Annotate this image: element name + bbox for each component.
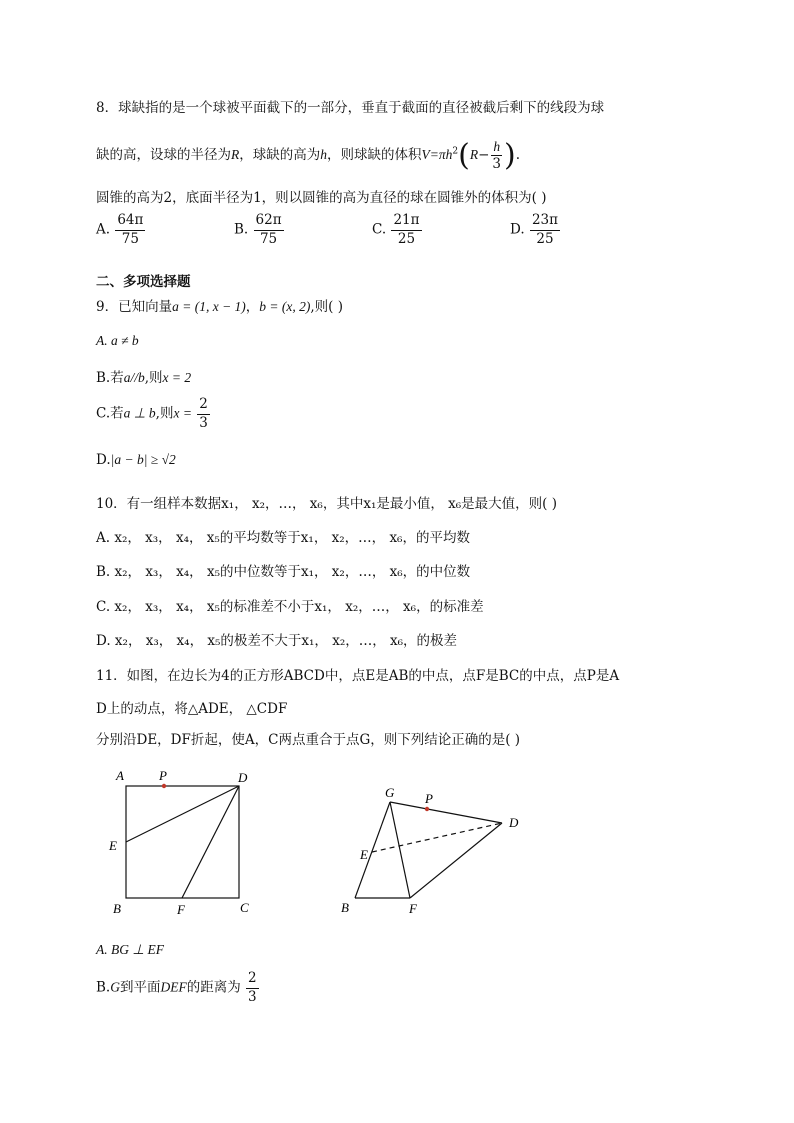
edge-fd xyxy=(410,823,502,898)
q8-option-a-num: 64π xyxy=(115,214,145,231)
label-b: B xyxy=(113,901,121,916)
q11-option-a-text: A. BG ⊥ EF xyxy=(96,942,164,957)
q8-option-c-label: C. xyxy=(372,221,387,238)
q9-b-def: b = (x, 2) xyxy=(259,299,311,314)
q8-formula-prefix: V=πh xyxy=(421,147,453,162)
q9-stem-post: ,则( ) xyxy=(310,299,344,315)
q9-stem-pre: 9．已知向量 xyxy=(96,299,173,315)
label-d: D xyxy=(238,770,248,785)
q9-option-c-eq: x = xyxy=(173,405,192,421)
edge-gf xyxy=(390,802,410,898)
q9-option-c xyxy=(96,398,211,430)
q9-option-d xyxy=(96,452,176,468)
q11-option-b-den: 3 xyxy=(248,988,257,1005)
q8-line2-mid1: ，球缺的高为 xyxy=(239,147,321,163)
q8-option-a xyxy=(96,214,146,246)
label-a: A xyxy=(116,768,124,783)
q8-line3: 圆锥的高为2，底面半径为1，则以圆锥的高为直径的球在圆锥外的体积为( ) xyxy=(96,190,547,206)
q8-option-b-label: B. xyxy=(234,221,249,238)
q8-line2-mid2: ，则球缺的体积 xyxy=(327,147,422,163)
q9-stem xyxy=(96,295,343,315)
label-c: C xyxy=(240,900,249,915)
label-b-2: B xyxy=(341,900,349,915)
q9-option-c-math: a ⊥ b xyxy=(123,405,156,421)
q11-figure-square xyxy=(105,766,265,918)
q9-a-def: a = (1, x − 1) xyxy=(172,299,246,314)
q8-option-b-num: 62π xyxy=(254,214,284,231)
q11-figure-tetrahedron xyxy=(335,780,535,920)
q8-frac-num: h xyxy=(491,140,502,157)
q11-option-b-post: 的距离为 xyxy=(186,979,241,996)
q8-line2-pre: 缺的高，设球的半径为 xyxy=(96,147,231,163)
q11-line3: 分别沿DE，DF折起，使A，C两点重合于点G，则下列结论正确的是( ) xyxy=(96,732,521,748)
q8-line1: 8．球缺指的是一个球被平面截下的一部分，垂直于截面的直径被截后剩下的线段为球 xyxy=(96,100,605,116)
q10-option-a: A. x₂， x₃， x₄， x₅的平均数等于x₁， x₂，…， x₆，的平均数 xyxy=(96,530,470,546)
q9-option-c-num: 2 xyxy=(197,398,210,415)
q8-option-d-label: D. xyxy=(510,221,525,238)
edge-ed-hidden xyxy=(372,823,502,852)
label-e-2: E xyxy=(360,847,368,862)
q11-option-b-mid: 到平面 xyxy=(119,979,161,996)
label-f-2: F xyxy=(409,901,417,916)
square-abcd xyxy=(126,786,239,898)
q11-option-b-g: G xyxy=(110,979,120,995)
q8-paren-right: ) xyxy=(503,138,516,173)
q9-sep: ， xyxy=(245,299,260,315)
q8-option-b-den: 75 xyxy=(259,230,278,247)
q11-option-a xyxy=(96,942,164,958)
label-d-2: D xyxy=(509,815,519,830)
q8-option-c xyxy=(372,214,423,246)
q9-option-c-post: ,则 xyxy=(155,405,174,422)
q10-stem: 10．有一组样本数据x₁， x₂，…， x₆，其中x₁是最小值， x₆是最大值，则( ) xyxy=(96,496,558,512)
q9-option-a: A. a ≠ b xyxy=(96,333,139,348)
q9-option-d-pre: D. xyxy=(96,452,111,468)
q8-option-b xyxy=(234,214,285,246)
section-title-multi-choice: 二、多项选择题 xyxy=(96,274,191,290)
q8-option-a-den: 75 xyxy=(121,230,139,247)
q11-option-b-def: DEF xyxy=(160,979,187,995)
label-g: G xyxy=(385,785,395,800)
q8-option-d xyxy=(510,214,561,246)
q8-option-d-num: 23π xyxy=(530,214,560,231)
q8-var-R: R xyxy=(231,147,240,162)
q9-option-b-post: ,则 xyxy=(144,370,163,386)
q9-option-c-den: 3 xyxy=(199,414,208,431)
label-p: P xyxy=(159,768,167,783)
q8-formula-frac xyxy=(490,140,503,172)
q9-option-b-pre: B.若 xyxy=(96,370,124,386)
q8-option-a-label: A. xyxy=(96,221,111,238)
q10-option-d: D. x₂， x₃， x₄， x₅的极差不大于x₁， x₂，…， x₆，的极差 xyxy=(96,633,458,649)
q8-paren-left: ( xyxy=(458,138,470,173)
point-p-folded xyxy=(425,807,429,811)
q9-option-b-math: a//b xyxy=(123,370,145,385)
q8-frac-den: 3 xyxy=(492,156,501,172)
segment-de xyxy=(126,786,239,842)
label-f: F xyxy=(177,902,185,917)
q9-option-b-eq: x = 2 xyxy=(162,370,192,385)
q8-formula-minus: − xyxy=(478,147,490,163)
q9-option-b xyxy=(96,366,191,386)
q8-option-c-num: 21π xyxy=(391,214,421,231)
q8-option-d-den: 25 xyxy=(536,230,554,247)
label-e: E xyxy=(109,838,117,853)
q8-formula-R: R xyxy=(469,147,479,162)
q11-option-b-num: 2 xyxy=(246,972,259,989)
q10-option-c: C. x₂， x₃， x₄， x₅的标准差不小于x₁， x₂，…， x₆，的标准差 xyxy=(96,599,484,615)
q10-option-b: B. x₂， x₃， x₄， x₅的中位数等于x₁， x₂，…， x₆，的中位数 xyxy=(96,564,471,580)
segment-df xyxy=(182,786,239,898)
q8-line2: 缺的高，设球的半径为R，球缺的高为h，则球缺的体积$V=\pi h^2(R-$ $\frac{h}{3}$ ). xyxy=(96,138,520,173)
q11-line2: D上的动点，将△ADE， △CDF xyxy=(96,701,288,717)
q8-var-h: h xyxy=(320,147,327,162)
q8-formula-sq: 2 xyxy=(452,146,459,157)
q9-option-d-math: |a − b| ≥ √2 xyxy=(110,452,176,467)
edge-gd xyxy=(390,802,502,823)
q11-line1: 11．如图，在边长为4的正方形ABCD中，点E是AB的中点，点F是BC的中点，点P是A xyxy=(96,668,620,684)
label-p-2: P xyxy=(425,791,433,806)
q11-option-b-pre: B. xyxy=(96,979,111,996)
q9-option-c-pre: C.若 xyxy=(96,405,124,422)
q8-option-c-den: 25 xyxy=(397,230,416,247)
point-p xyxy=(162,784,166,788)
q11-option-b xyxy=(96,972,260,1004)
